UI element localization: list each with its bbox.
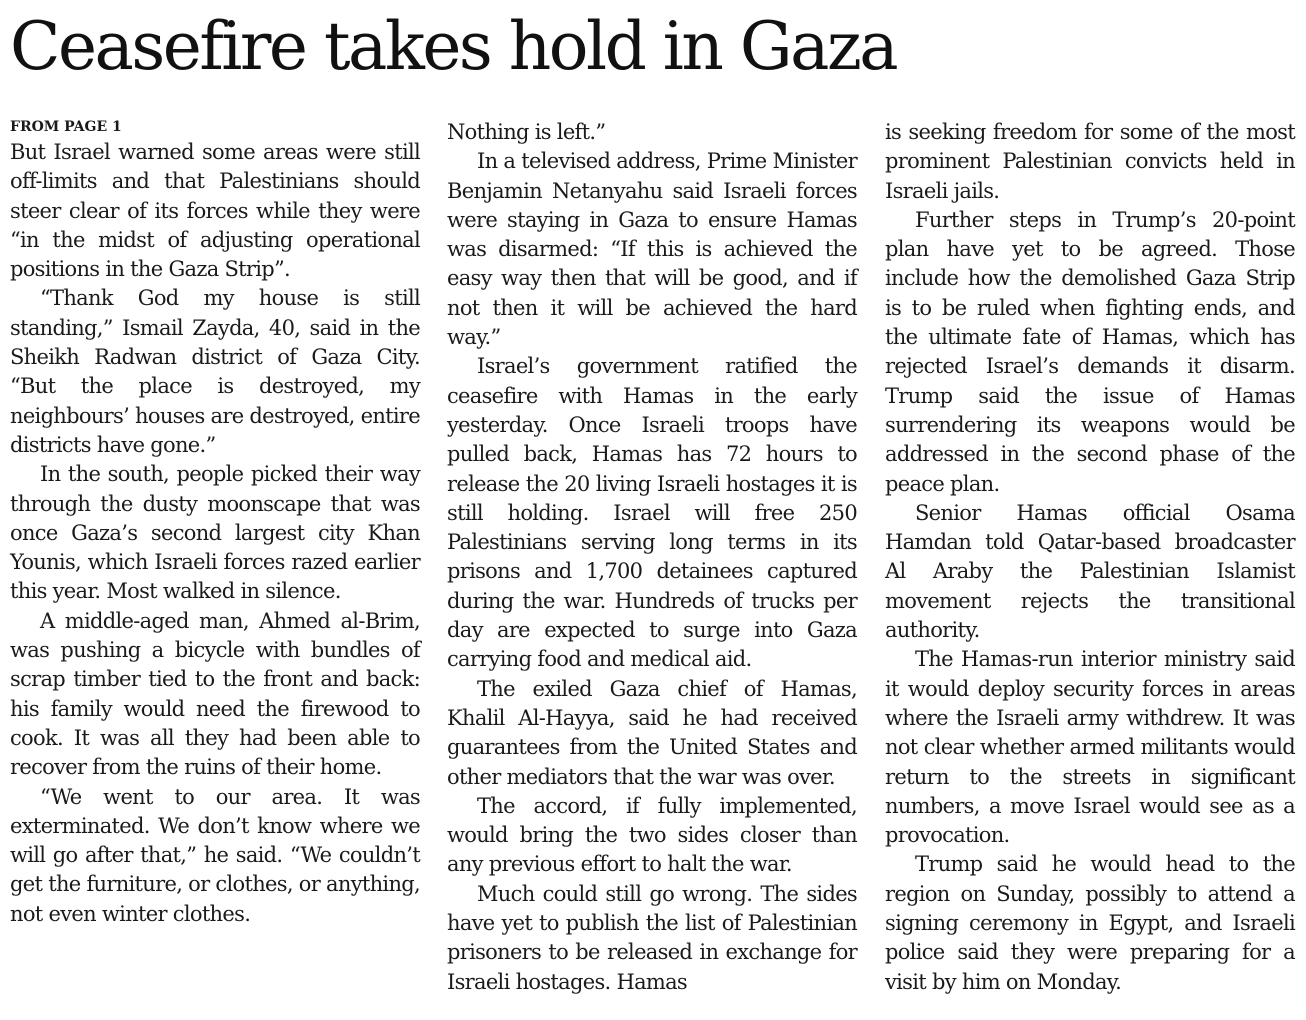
article-column-1 bbox=[10, 118, 420, 929]
continuation-kicker: FROM PAGE 1 bbox=[10, 119, 122, 135]
paragraph: In a televised address, Prime Minister Benjamin Netanyahu said Israeli forces were staying in Gaza to ensure Hamas was disarmed: “If this is achieved the easy way then that will be good, and if not then it will be achieved the hard way.” bbox=[447, 149, 857, 350]
paragraph: A middle-aged man, Ahmed al-Brim, was pushing a bicycle with bundles of scrap timber tied to the front and back: his family would need the firewood to cook. It was all they had been able to recover from the ruins of their home. bbox=[10, 608, 420, 780]
paragraph: But Israel warned some areas were still off-limits and that Palestinians should steer clear of its forces while they were “in the midst of adjusting operational positions in the Gaza Strip”. bbox=[10, 140, 420, 282]
paragraph: Trump said he would head to the region on Sunday, possibly to attend a signing ceremony in Egypt, and Israeli police said they were preparing for a visit by him on Monday. bbox=[885, 852, 1295, 994]
paragraph: Nothing is left.” bbox=[447, 120, 606, 144]
article-column-2 bbox=[447, 118, 857, 997]
headline: Ceasefire takes hold in Gaza bbox=[10, 8, 897, 85]
paragraph: Israel’s government ratified the ceasefire with Hamas in the early yesterday. Once Israeli troops have pulled back, Hamas has 72 hours to release the 20 living Israeli hostages it is still holding. Israel will free 250 Palestinians serving long terms in its prisons and 1,700 detainees captured during the war. Hundreds of trucks per day are expected to surge into Gaza carrying food and medical aid. bbox=[447, 354, 857, 672]
paragraph: Senior Hamas official Osama Hamdan told Qatar-based broadcaster Al Araby the Palestinian Islamist movement rejects the transitional authority. bbox=[885, 500, 1295, 643]
paragraph: The Hamas-run interior ministry said it would deploy security forces in areas where the Israeli army withdrew. It was not clear whether armed militants would return to the streets in significant numbers, a move Israel would see as a provocation. bbox=[885, 647, 1295, 848]
paragraph: Further steps in Trump’s 20-point plan have yet to be agreed. Those include how the demolished Gaza Strip is to be ruled when fighting ends, and the ultimate fate of Hamas, which has rejected Israel’s demands it disarm. Trump said the issue of Hamas surrendering its weapons would be addressed in the second phase of the peace plan. bbox=[885, 207, 1295, 496]
paragraph: “Thank God my house is still standing,” Ismail Zayda, 40, said in the Sheikh Radwan district of Gaza City. “But the place is destroyed, my neighbours’ houses are destroyed, entire districts have gone.” bbox=[10, 286, 420, 457]
article-column-3 bbox=[885, 118, 1295, 997]
paragraph: In the south, people picked their way through the dusty moonscape that was once Gaza’s second largest city Khan Younis, which Israeli forces razed earlier this year. Most walked in silence. bbox=[10, 462, 420, 604]
paragraph: The exiled Gaza chief of Hamas, Khalil Al-Hayya, said he had received guarantees from the United States and other mediators that the war was over. bbox=[447, 676, 857, 789]
paragraph: is seeking freedom for some of the most prominent Palestinian convicts held in Israeli jails. bbox=[885, 120, 1295, 203]
paragraph: The accord, if fully implemented, would bring the two sides closer than any previous effort to halt the war. bbox=[447, 793, 857, 877]
paragraph: Much could still go wrong. The sides have yet to publish the list of Palestinian prisoners to be released in exchange for Israeli hostages. Hamas bbox=[447, 881, 857, 994]
paragraph: “We went to our area. It was exterminated. We don’t know where we will go after that,” he said. “We couldn’t get the furniture, or clothes, or anything, not even winter clothes. bbox=[10, 784, 420, 926]
